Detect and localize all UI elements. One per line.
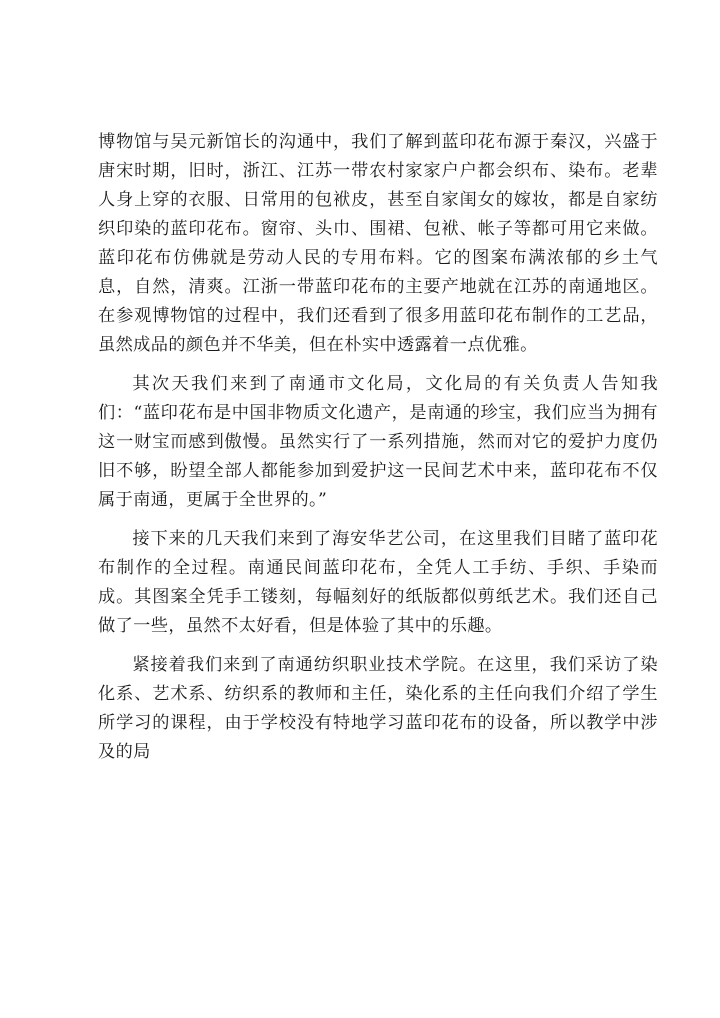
paragraph-textile-college: 紧接着我们来到了南通纺织职业技术学院。在这里，我们采访了染化系、艺术系、纺织系的教师和主任，染化系的主任向我们介绍了学生所学习的课程，由于学校没有特地学习蓝印花布的设备，所以教学中涉及的局 [98,655,658,762]
paragraph-museum-visit: 博物馆与吴元新馆长的沟通中，我们了解到蓝印花布源于秦汉，兴盛于唐宋时期，旧时，浙江、江苏一带农村家家户户都会织布、染布。老辈人身上穿的衣服、日常用的包袱皮，甚至自家闺女的嫁妆，都是自家纺织印染的蓝印花布。窗帘、头巾、围裙、包袱、帐子等都可用它来做。蓝印花布仿佛就是劳动人民的专用布料。它的图案布满浓郁的乡土气息，自然，清爽。江浙一带蓝印花布的主要产地就在江苏的南通地区。在参观博物馆的过程中，我们还看到了很多用蓝印花布制作的工艺品，虽然成品的颜色并不华美，但在朴实中透露着一点优雅。 [98,132,658,355]
paragraph-haian-company: 接下来的几天我们来到了海安华艺公司，在这里我们目睹了蓝印花布制作的全过程。南通民间蓝印花布，全凭人工手纺、手织、手染而成。其图案全凭手工镂刻，每幅刻好的纸版都似剪纸艺术。我们还自己做了一些，虽然不太好看，但是体验了其中的乐趣。 [98,529,658,636]
document-body [98,128,658,777]
paragraph-culture-bureau: 其次天我们来到了南通市文化局，文化局的有关负责人告知我们：“蓝印花布是中国非物质文化遗产，是南通的珍宝，我们应当为拥有这一财宝而感到傲慢。虽然实行了一系列措施，然而对它的爱护力度仍旧不够，盼望全部人都能参加到爱护这一民间艺术中来，蓝印花布不仅属于南通，更属于全世界的。” [98,374,658,510]
